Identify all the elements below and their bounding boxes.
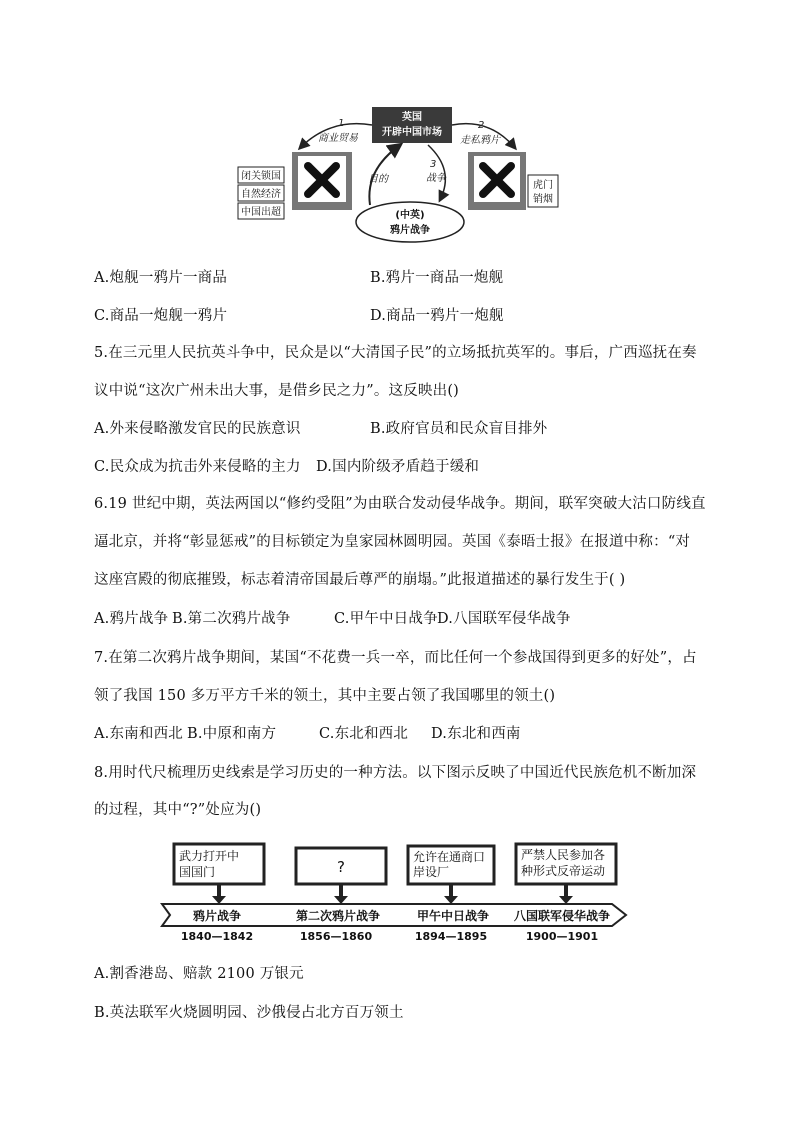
left-item-3: 中国出超 — [241, 207, 281, 218]
q4-options-row1 — [94, 266, 503, 287]
timeline-war-4: 八国联军侵华战争 — [513, 909, 611, 923]
q8-stem-line2: 的过程，其中“?”处应为() — [94, 802, 262, 818]
timeline-war-2: 第二次鸦片战争 — [295, 909, 381, 923]
q6-stem-line2: 逼北京，并将“彰显惩戒”的目标锁定为皇家园林圆明园。英国《泰晤士报》在报道中称：“对 — [94, 534, 691, 550]
timeline-year-1: 1840—1842 — [180, 930, 254, 943]
q4-option-c[interactable]: C.商品一炮舰一鸦片 — [94, 308, 228, 324]
arrow2-label: 走私鸦片 — [460, 135, 500, 146]
timeline-year-4: 1900—1901 — [525, 930, 599, 943]
timeline-box-4-line2: 种形式反帝运动 — [521, 864, 606, 878]
q8-option-b[interactable]: B.英法联军火烧圆明园、沙俄侵占北方百万领土 — [94, 1005, 404, 1021]
right-blocked-box — [468, 152, 526, 210]
opium-war-diagram — [0, 0, 793, 250]
q6-option-a[interactable]: A.鸦片战争 — [94, 611, 169, 627]
q5-option-b[interactable]: B.政府官员和民众盲目排外 — [370, 421, 548, 437]
left-item-1: 闭关锁国 — [241, 171, 281, 182]
timeline-box-1-line1: 武力打开中 — [179, 849, 240, 863]
q5-option-d[interactable]: D.国内阶级矛盾趋于缓和 — [316, 459, 480, 475]
timeline-box-3 — [408, 846, 494, 904]
timeline-box-4-line1: 严禁人民参加各 — [521, 848, 606, 862]
arrow3-label: 战争 — [426, 173, 446, 184]
q5-stem-line1: 5.在三元里人民抗英斗争中，民众是以“大清国子民”的立场抵抗英军的。事后，广西巡抚在奏 — [94, 345, 697, 361]
q7-option-b[interactable]: B.中原和南方 — [187, 726, 277, 742]
arrow3-number: 3 — [430, 159, 437, 170]
timeline-box-1 — [174, 844, 264, 904]
timeline-war-3: 甲午中日战争 — [416, 909, 490, 923]
opium-war-ellipse — [356, 202, 464, 242]
q7-option-c[interactable]: C.东北和西北 — [319, 726, 409, 742]
left-item-2: 自然经济 — [241, 189, 281, 200]
q4-option-d[interactable]: D.商品一鸦片一炮舰 — [370, 308, 504, 324]
timeline-year-3: 1894—1895 — [414, 930, 488, 943]
right-item-2: 销烟 — [533, 194, 553, 205]
q6-options — [94, 607, 571, 628]
timeline-year-2: 1856—1860 — [299, 930, 373, 943]
arrow1-label: 商业贸易 — [318, 133, 358, 144]
britain-box-line2: 开辟中国市场 — [382, 127, 442, 138]
q4-option-b[interactable]: B.鸦片一商品一炮舰 — [370, 270, 504, 286]
q5-option-c[interactable]: C.民众成为抗击外来侵略的主力 — [94, 459, 301, 475]
britain-box-line1: 英国 — [402, 112, 422, 123]
ellipse-line2: 鸦片战争 — [390, 225, 430, 236]
q8-stem-line1: 8.用时代尺梳理历史线索是学习历史的一种方法。以下图示反映了中国近代民族危机不断加深 — [94, 765, 697, 781]
q6-option-c[interactable]: C.甲午中日战争 — [334, 611, 438, 627]
left-blocked-box — [292, 152, 352, 210]
q7-stem-line2: 领了我国 150 多万平方千米的领土，其中主要占领了我国哪里的领土() — [94, 688, 556, 704]
q5-options-row1 — [94, 417, 547, 438]
timeline-box-1-line2: 国国门 — [179, 865, 216, 879]
q6-stem-line3: 这座宫殿的彻底摧毁，标志着清帝国最后尊严的崩塌。”此报道描述的暴行发生于( ) — [94, 572, 626, 588]
timeline-box-3-line1: 允许在通商口 — [413, 850, 486, 864]
q4-option-a[interactable]: A.炮舰一鸦片一商品 — [94, 270, 228, 286]
ellipse-line1: (中英) — [395, 210, 425, 221]
arrow2-number: 2 — [478, 120, 485, 131]
timeline-box-2-question: ? — [337, 858, 345, 876]
q6-stem-line1: 6.19 世纪中期，英法两国以“修约受阻”为由联合发动侵华战争。期间，联军突破大沽口防线直 — [94, 496, 706, 512]
q5-stem-line2: 议中说“这次广州未出大事，是借乡民之力”。这反映出() — [94, 383, 460, 399]
timeline-box-2 — [296, 848, 386, 904]
q7-option-a[interactable]: A.东南和西北 — [94, 726, 183, 742]
q7-option-d[interactable]: D.东北和西南 — [431, 726, 521, 742]
timeline-diagram — [0, 838, 793, 958]
q6-option-b[interactable]: B.第二次鸦片战争 — [172, 611, 291, 627]
q5-option-a[interactable]: A.外来侵略激发官民的民族意识 — [94, 421, 301, 437]
q4-options-row2 — [94, 304, 504, 325]
q8-option-a[interactable]: A.割香港岛、赔款 2100 万银元 — [94, 966, 304, 982]
purpose-label: 目的 — [368, 174, 388, 185]
timeline-box-3-line2: 岸设厂 — [413, 865, 450, 879]
q7-options — [94, 722, 521, 743]
q5-options-row2 — [94, 455, 479, 476]
q7-stem-line1: 7.在第二次鸦片战争期间，某国“不花费一兵一卒，而比任何一个参战国得到更多的好处”，占 — [94, 650, 697, 666]
q6-option-d[interactable]: D.八国联军侵华战争 — [437, 611, 571, 627]
right-item-1: 虎门 — [533, 180, 553, 191]
arrow1-number: 1 — [338, 118, 345, 129]
timeline-war-1: 鸦片战争 — [192, 909, 242, 923]
timeline-box-4 — [516, 844, 616, 904]
